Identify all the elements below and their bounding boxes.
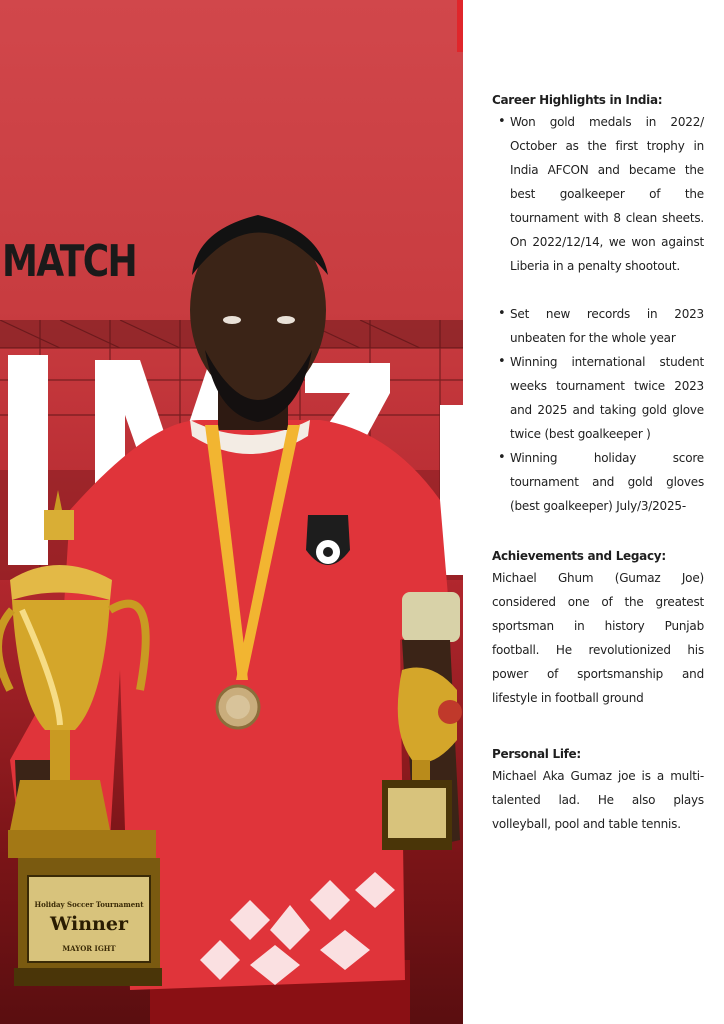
plaque-title: Holiday Soccer Tournament (34, 900, 144, 909)
red-accent-bar (457, 0, 463, 52)
list-item: • Set new records in 2023 unbeaten for the whole year (492, 302, 704, 350)
achievements-title: Achievements and Legacy: (492, 549, 666, 563)
personal-life-title: Personal Life: (492, 747, 581, 761)
career-highlights-title: Career Highlights in India: (492, 93, 663, 107)
plaque-sponsor: MAYOR IGHT (62, 944, 116, 953)
text-column (492, 90, 704, 836)
trophy-right (372, 660, 463, 860)
list-item: • Winning international student weeks tournament twice 2023 and 2025 and taking gold glove twice (best goalkeeper ) (492, 350, 704, 446)
achievements-text: Michael Ghum (Gumaz Joe) considered one of the greatest sportsman in history Punjab football. He revolutionized his power of sportsmanship and lifestyle in football ground (492, 571, 704, 705)
personal-life-text: Michael Aka Gumaz joe is a multi-talented lad. He also plays volleyball, pool and table tennis. (492, 769, 704, 831)
plaque-winner: Winner (50, 913, 128, 935)
spacer (492, 518, 704, 546)
list-item: • Won gold medals in 2022/ October as the first trophy in India AFCON and became the best goalkeeper of the tournament with 8 clean sheets. On 2022/12/14, we won against Liberia in a penalty shootout. (492, 110, 704, 278)
spacer (492, 710, 704, 744)
match-word: MATCH (2, 236, 137, 287)
career-highlights-list (492, 110, 704, 518)
list-item: • Winning holiday score tournament and gold gloves (best goalkeeper) July/3/2025- (492, 446, 704, 518)
